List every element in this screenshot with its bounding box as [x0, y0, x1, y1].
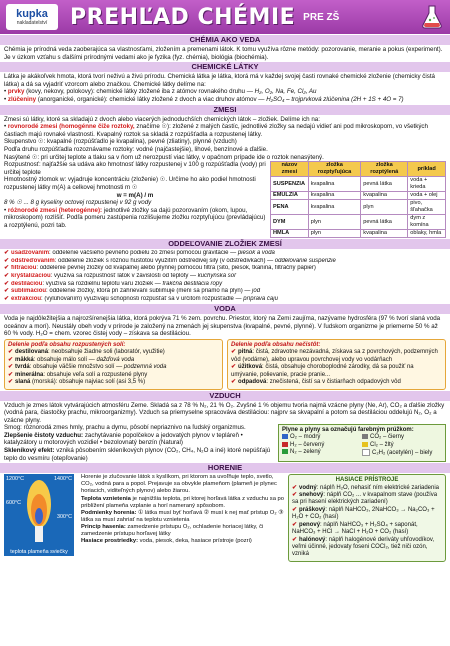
- table-row: DYM plyn pevná látka dym z komína: [271, 215, 446, 230]
- chemicke-latky-intro: Látka je akákoľvek hmota, ktorá tvorí neživú a živú prírodu. Chemická látka je látka, ktorá má v každej svojej časti rovnaké chemické zloženie (chemicky čistá látka) a dá sa vyjadriť vzorcom alebo značkou. Chemické látky delíme na:: [4, 73, 435, 88]
- voda-salts-box: Delenie podľa obsahu rozpustených solí: ✔ destilovaná: neobsahuje žiadne soli (laboratór, využitie) ✔ mäkká: obsahuje málo solí — dažďová voda ✔ tvrdá: obsahuje väčšie množstvo solí — podzemná voda ✔ minerálna: obsahuje veľa solí a rozpustené plyny ✔ slaná (morská): obsahuje najviac solí (asi 3,5 %): [4, 339, 223, 389]
- fire-extinguishers-box: HASIACE PRÍSTROJE ✔ vodný: náplň H₂O, nehasiť ním elektrické zariadenia ✔ snehový: náplň CO₂ ... v kvapalnom stave (používa sa pri hasení elektrických zariadení) ✔ práškový: náplň NaHCO₃, 2NaHCO₃ → Na₂CO₃ + H₂O + CO₂ (hasí) ✔ penový: náplň NaHCO₃ + H₂SO₄ + saponát, NaHCO₃ + HCl → NaCl + H₂O + CO₂ (hasí) ✔ halónový: náplň halogénové deriváty uhľovodíkov, veľmi účinné, jedovaty foseni COCl₂, tiež niči ozón, vzniká: [288, 474, 446, 561]
- delenie-line: Podľa druhu rozpúšťadla rozoznávame roztoky: vodné (najčastejšie), lihové, benzínové a ďalšie.: [4, 145, 268, 153]
- table-row: HMLA plyn kvapalina oblaky, hmla: [271, 230, 446, 238]
- table-header: zložka rozptýlená: [361, 162, 408, 177]
- header-bar: [0, 0, 450, 34]
- list-item: ✔ tvrdá: obsahuje väčšie množstvo solí — podzemná voda: [8, 364, 167, 371]
- zmesi-table: [270, 161, 446, 238]
- section-heading-vzduch: VZDUCH: [0, 391, 450, 401]
- publisher-logo: [6, 4, 58, 30]
- horenie-block: [0, 474, 450, 561]
- list-item: H₂ – červený: [282, 442, 362, 449]
- list-item: C₂H₂ (acetylén) – biely: [362, 449, 442, 457]
- list-item: ✔ odpadová: znečistená, čistí sa v čistiarňach odpadových vôd: [231, 379, 401, 386]
- candle-flame-diagram: 1200°C 1400°C 600°C 300°C teplota plameňa sviečky: [6, 476, 72, 556]
- section-heading-zmesi: ZMESI: [0, 105, 450, 115]
- sklenik-line: Skleníkový efekt: vzniká pôsobením skleníkových plynov (CO₂, CH₄, N₂O a iné) ktoré nepúšťajú teplo do vesmíru (otepľovanie): [4, 447, 271, 462]
- zluceniny-line: • zlúčeniny (anorganické, organické): chemické látky zložené z dvoch a viac druhov atómov — H₂SO₄ – trojprvková zlúčenina (2H + 1S + 4O = 7): [4, 95, 404, 103]
- list-item: Cl₂ – žltý: [362, 442, 442, 449]
- list-item: ✔ halónový: náplň halogénové deriváty uhľovodíkov, veľmi účinné, jedovaty foseni COCl₂, tiež niči ozón, vzniká: [292, 536, 435, 558]
- list-item: ✔ pitná: čistá, zdravotne nezávadná, získava sa z povrchových, podzemných vôd (vodárne), alebo upravou povrchovej vody vo vodárňach: [231, 349, 438, 363]
- section-heading-horenie: HORENIE: [0, 463, 450, 473]
- section-heading-chemia-ako-veda: CHÉMIA AKO VEDA: [0, 35, 450, 45]
- prvky-line: • prvky (kovy, nekovy, polokovy): chemické látky zložené iba z atómov rovnakého druhu — H₂, O₂, Na, Fe, Cl₂, Au: [4, 88, 317, 96]
- list-item: ✔ snehový: náplň CO₂ ... v kvapalnom stave (používa sa pri hasení elektrických zariadení): [292, 492, 438, 506]
- list-item: ✔ destilovaná: neobsahuje žiadne soli (laboratór, využitie): [8, 349, 165, 356]
- voda-impurities-box: Delenie podľa obsahu nečistôt: ✔ pitná: čistá, zdravotne nezávadná, získava sa z povrchových, podzemných vôd (vodárne), alebo upravou povrchovej vody vo vodárňach ✔ úžitková: čistá, obsahuje choroboplodné zárodky, dá sa použiť na umývanie, polievanie, pracie pranie... ✔ odpadová: znečistená, čistí sa v čistiarňach odpadových vôd: [227, 339, 446, 389]
- list-item: ✔ sublimáciou: oddelenie zložky, ktorá pri zahrievaní sublimuje (mení sa priamo na plyn) — jód: [4, 288, 261, 295]
- chemia-ako-veda-text: Chémia je prírodná veda zaoberajúca sa vlastnosťami, zložením a premenami látok. K tomu využíva rôzne metódy: pozorovanie, meranie a pokus (experiment). Je v úzkom vzťahu s ďalšími prírodnými vedami ako je fyzika (fyz. chémia), biológia (biochémia).: [4, 46, 443, 61]
- chemicke-latky-block: [0, 73, 450, 103]
- check-icon: ✔: [4, 288, 10, 295]
- check-icon: ✔: [4, 280, 10, 287]
- gas-cylinder-legend: Plyne a plyny sa označujú farebným prúžkom: O₂ – modrý CO₂ – čierny H₂ – červený Cl₂ – žltý N₂ – zelený C₂H₂ (acetylén) – biely: [278, 424, 446, 462]
- list-item: ✔ vodný: náplň H₂O, nehasiť ním elektrické zariadenia: [292, 484, 440, 491]
- roznorode-zmesi: • różnorodé zmesi (heterogénne): jednotlivé zložky sa dajú pozorovaním (okom, lupou, mikroskopom) rozlíšiť. Podľa pomeru zastúpenia rozlišujeme zložku rozptyľujúcu (prevládajúcu) a rozptýlenú, pozri tab.: [4, 206, 266, 229]
- page-title: PREHĽAD CHÉMIE: [70, 4, 296, 30]
- vzduch-block: [0, 402, 450, 463]
- oddelovanie-list: [0, 250, 450, 303]
- check-icon: ✔: [4, 265, 10, 272]
- list-item: ✔ filtráciou: oddelenie pevnej zložky od kvapalnej alebo plynnej pomocou filtra (sito, piesok, tkanina, filtračný papier): [4, 265, 316, 272]
- rovnorode-zmesi: • rovnorodé zmesi (homogénne čiže roztoky, značíme ☉): zložené z malých častíc, jednotlivé zložky sa nedajú vidieť ani pod mikroskopom, vo všetkých častiach majú rovnaké vlastnosti. Kvapalný roztok sa skladá z rozpúšťadla a rozpustenej látky.: [4, 123, 428, 138]
- list-item: N₂ – zelený: [282, 449, 362, 457]
- zlepsenie-line: Zlepšenie čistoty vzduchu: zachytávanie popolčekov a jedovatých plynov v tepláreň • katalyzátory u motorových vozidiel • bezolovnatý benzín (Natural): [4, 431, 243, 447]
- list-item: CO₂ – čierny: [362, 434, 442, 441]
- logo-main-text: kupka: [16, 7, 48, 20]
- candle-flame-icon: [4, 474, 74, 544]
- table-header: príklad: [408, 162, 446, 177]
- check-icon: ✔: [4, 250, 10, 257]
- swatch-n2: [282, 449, 288, 454]
- table-row: PENA kvapalina plyn pivo, šľahačka: [271, 200, 446, 215]
- list-item: ✔ extrakciou: (vylúhovaním) využívajú schopnosti rozpúšťať sa v určitom rozpúšťadle — príprava čaju: [4, 295, 278, 302]
- zmesi-intro: Zmesi sú látky, ktoré sa skladajú z dvoch alebo viacerých jednoduchších chemických látok – zložiek. Delíme ich na:: [4, 115, 320, 123]
- zmesi-block: [0, 116, 450, 239]
- zmesi-row: [4, 161, 446, 238]
- swatch-co2: [362, 434, 368, 439]
- list-item: O₂ – modrý: [282, 434, 362, 441]
- swatch-c2h2: [362, 449, 370, 456]
- list-item: ✔ slaná (morská): obsahuje najviac solí (asi 3,5 %): [8, 379, 146, 386]
- list-item: ✔ penový: náplň NaHCO₃ + H₂SO₄ + saponát, NaHCO₃ + HCl → NaCl + H₂O + CO₂ (hasí): [292, 521, 418, 536]
- swatch-cl2: [362, 442, 368, 447]
- table-row: SUSPENZIA kvapalina pevná látka voda + krieda: [271, 177, 446, 192]
- flask-icon: [420, 4, 444, 30]
- list-item: ✔ odstreďovaním: oddelenie zložiek s rôznou hustotou využitím odstredivej sily (v odstredivkách) — oddelovanie suspenzie: [4, 257, 336, 264]
- list-item: ✔ práškový: náplň NaHCO₃, 2NaHCO₃ → Na₂CO₃ + H₂O + CO₂ (hasí): [292, 506, 435, 521]
- smog-line: Smog: rôznorodá zmes hmly, prachu a dymu, pôsobí nepriaznivo na ľudský organizmus.: [4, 424, 246, 432]
- rozpustnost-line: Rozpustnosť: najťažšie sa udáva ako hmotnosť látky rozpustenej v 100 g rozpúšťadla (vody) pri určitej teplote: [4, 161, 266, 176]
- swatch-h2: [282, 442, 288, 447]
- swatch-o2: [282, 434, 288, 439]
- voda-intro: Voda je najdôležitejšia a najrozšírenejšia látka, ktorá pokrýva 71 % zem. povrchu. Priestor, ktorý na Zemi zaujíma, nazývame hydrosféra (97 % tvorí slaná voda oceánov a morí). Neustály obeh vody v prírode je založený na zmenách jej skupenstva (kvapalné, pevné, plynné). V ľudskom organizme je priemerne 50 % až 60 % vody. H₂O = chem. vzorec čistej vody – získava sa destiláciou.: [4, 315, 441, 338]
- list-item: ✔ kryštalizáciou: využíva sa rozpustnosť látok v závislosti od teploty — kuchynská soľ: [4, 272, 236, 279]
- hmotnostny-zlomok-line: Hmotnostný zlomok w: vyjadruje koncentráciu (zloženie) ☉. Určíme ho ako podiel hmotnosti rozpustenej látky m(A) a celkovej hmotnosti m ☉: [4, 176, 256, 191]
- list-item: ✔ destiláciou: využíva sa rozdielnu teplotu varu zložiek — frakčná destilácia ropy: [4, 280, 223, 287]
- table-header-row: [271, 162, 446, 177]
- section-heading-chemicke-latky: CHEMICKÉ LÁTKY: [0, 62, 450, 72]
- nasytene-line: Nasýtené ☉: pri určitej teplote a tlaku sa v ňom už nerozpustí viac látky, v opačnom prípade ide o roztok nenasýtený.: [4, 153, 324, 161]
- skupenstvo-line: Skupenstvo ☉: kvapalné (rozpúšťadlo je kvapalina), pevné (zliatiny), plynné (vzduch): [4, 138, 237, 146]
- vzduch-intro: Vzduch je zmes látok vytvárajúcich atmosféru Zeme. Skladá sa z 78 % N₂, 21 % O₂. Zvyšné 1 % objemu tvoria najmä vzácne plyny (Ne, Ar), CO₂ a ďalšie zložky (vodná para, čiastočky prachu, mikroorganizmy). Vzduch sa priemyselne spracováva destiláciou: najprv sa skvapalní a potom sa destiláciou oddelujú N₂, O₂ a vzácne plyny.: [4, 401, 445, 424]
- section-heading-oddelovanie: ODDEĽOVANIE ZLOŽIEK ZMESÍ: [0, 239, 450, 249]
- check-icon: ✔: [4, 257, 10, 264]
- horenie-text: Horenie je zlučovanie látok s kyslíkom, pri ktorom sa uvoľňuje teplo, svetlo, CO₂, vodná para a popol. Prejavuje sa obvykle plameňom (plameň je plynec horiacich, viditeľných plynov) alebo žiarou. Teplota vznietenia je najnižšia teplota, pri ktorej horľavá látka z vzduchu sa po priblížení plameňa vzplanie a horí nameraný spôsobom. Podmienky horenia: ① látka musí byť horľavá ② musí k nej mať prístup O₂ ③ látka sa musí zahriať na teplotu vznietenia Princíp hasenia: zamedzenie prístupu O₂, ochladenie horiacej látky, či zamedzenie prístupu horľavej látky Hasiace prostriedky: voda, piesok, deka, hasiace prístroje (pozri): [81, 474, 284, 545]
- check-icon: ✔: [4, 295, 10, 302]
- voda-block: [0, 315, 450, 389]
- formula: w = m(A) / m: [116, 191, 154, 199]
- section-heading-voda: VODA: [0, 304, 450, 314]
- table-row: EMULZIA kvapalina kvapalina voda + olej: [271, 192, 446, 200]
- page-subtitle: PRE ZŠ: [303, 11, 340, 23]
- list-item: ✔ minerálna: obsahuje veľa solí a rozpustené plyny: [8, 371, 148, 378]
- example-line: 8 % ☉ ... 8 g kyseliny octovej rozpustenej v 92 g vody: [4, 199, 152, 207]
- list-item: ✔ mäkká: obsahuje málo solí — dažďová voda: [8, 356, 135, 363]
- table-header: zložka rozptyľujúca: [308, 162, 361, 177]
- list-item: ✔ usadzovaním: oddelenie väčšieho pevného podielu zo zmesi pomocou gravitácie — piesok a voda: [4, 250, 275, 257]
- check-icon: ✔: [4, 272, 10, 279]
- logo-sub-text: nakladatelství: [16, 19, 48, 26]
- table-header: názov zmesi: [271, 162, 309, 177]
- list-item: ✔ úžitková: čistá, obsahuje choroboplodné zárodky, dá sa použiť na umývanie, polievanie, pracie pranie...: [231, 364, 414, 378]
